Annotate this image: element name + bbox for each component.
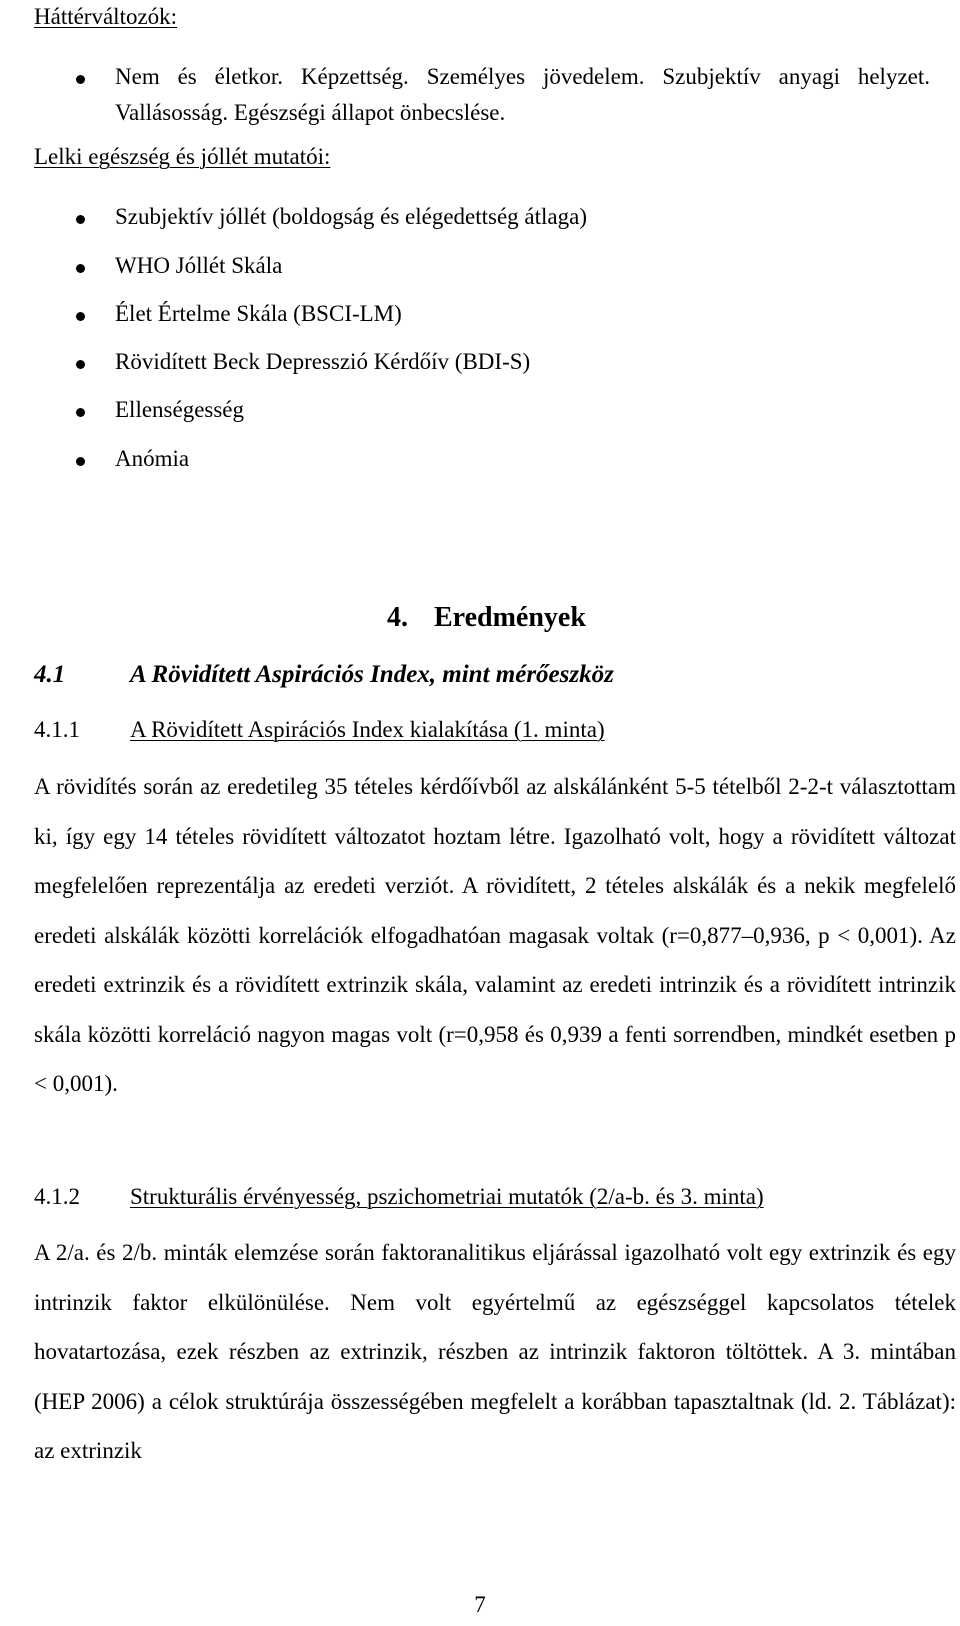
background-variables-label: Háttérváltozók:: [34, 4, 178, 29]
bullet-icon: [76, 457, 85, 466]
list-item-text: Élet Értelme Skála (BSCI-LM): [115, 301, 402, 326]
body-paragraph: A 2/a. és 2/b. minták elemzése során faktoranalitikus eljárással igazolható volt egy extrinzik és egy intrinzik faktor elkülönülése. Nem volt egyértelmű az egészséggel kapcsolatos tételek hovatartozása, ezek részben az extrinzik, részben az intrinzik faktoron töltöttek. A 3. mintában (HEP 2006) a célok struktúrája összességében megfelelt a korábban tapasztaltnak (ld. 2. Táblázat): az extrinzik: [34, 1240, 956, 1463]
bullet-icon: [76, 408, 85, 417]
mental-health-indicators-label: Lelki egészség és jóllét mutatói:: [34, 144, 331, 169]
subsection-title: A Rövidített Aspirációs Index kialakítása (1. minta): [130, 717, 605, 742]
list-item-text: Anómia: [115, 446, 190, 471]
bullet-icon: [76, 75, 85, 84]
bullet-icon: [76, 264, 85, 273]
subsection-number: 4.1.2: [34, 1184, 80, 1209]
list-item-text: WHO Jóllét Skála: [115, 253, 283, 278]
subsection-title: Strukturális érvényesség, pszichometriai mutatók (2/a-b. és 3. minta): [130, 1184, 764, 1209]
list-item-text: Szubjektív jóllét (boldogság és elégedettség átlaga): [115, 204, 587, 229]
section-title: A Rövidített Aspirációs Index, mint mérőeszköz: [130, 661, 614, 688]
list-item-text: Rövidített Beck Depresszió Kérdőív (BDI-S): [115, 349, 531, 374]
bullet-icon: [76, 360, 85, 369]
bullet-icon: [76, 215, 85, 224]
list-item-text: Nem és életkor. Képzettség. Személyes jövedelem. Szubjektív anyagi helyzet. Vallásosság. Egészségi állapot önbecslése.: [115, 64, 930, 125]
body-paragraph: A rövidítés során az eredetileg 35 tételes kérdőívből az alskálánként 5-5 tételből 2-2-t választottam ki, így egy 14 tételes rövidített változatot hoztam létre. Igazolható volt, hogy a rövidített változat megfelelően reprezentálja az eredeti verziót. A rövidített, 2 tételes alskálák és a nekik megfelelő eredeti alskálák közötti korrelációk elfogadhatóan magasak voltak (r=0,877–0,936, p < 0,001). Az eredeti extrinzik és a rövidített extrinzik skála, valamint az eredeti intrinzik és a rövidített intrinzik skála közötti korreláció nagyon magas volt (r=0,958 és 0,939 a fenti sorrendben, mindkét esetben p < 0,001).: [34, 774, 956, 1096]
page-number: 7: [474, 1592, 486, 1617]
chapter-number: 4.: [387, 602, 408, 633]
chapter-title: Eredmények: [434, 602, 586, 633]
bullet-icon: [76, 312, 85, 321]
section-number: 4.1: [34, 661, 66, 688]
subsection-number: 4.1.1: [34, 717, 80, 742]
list-item-text: Ellenségesség: [115, 397, 245, 422]
